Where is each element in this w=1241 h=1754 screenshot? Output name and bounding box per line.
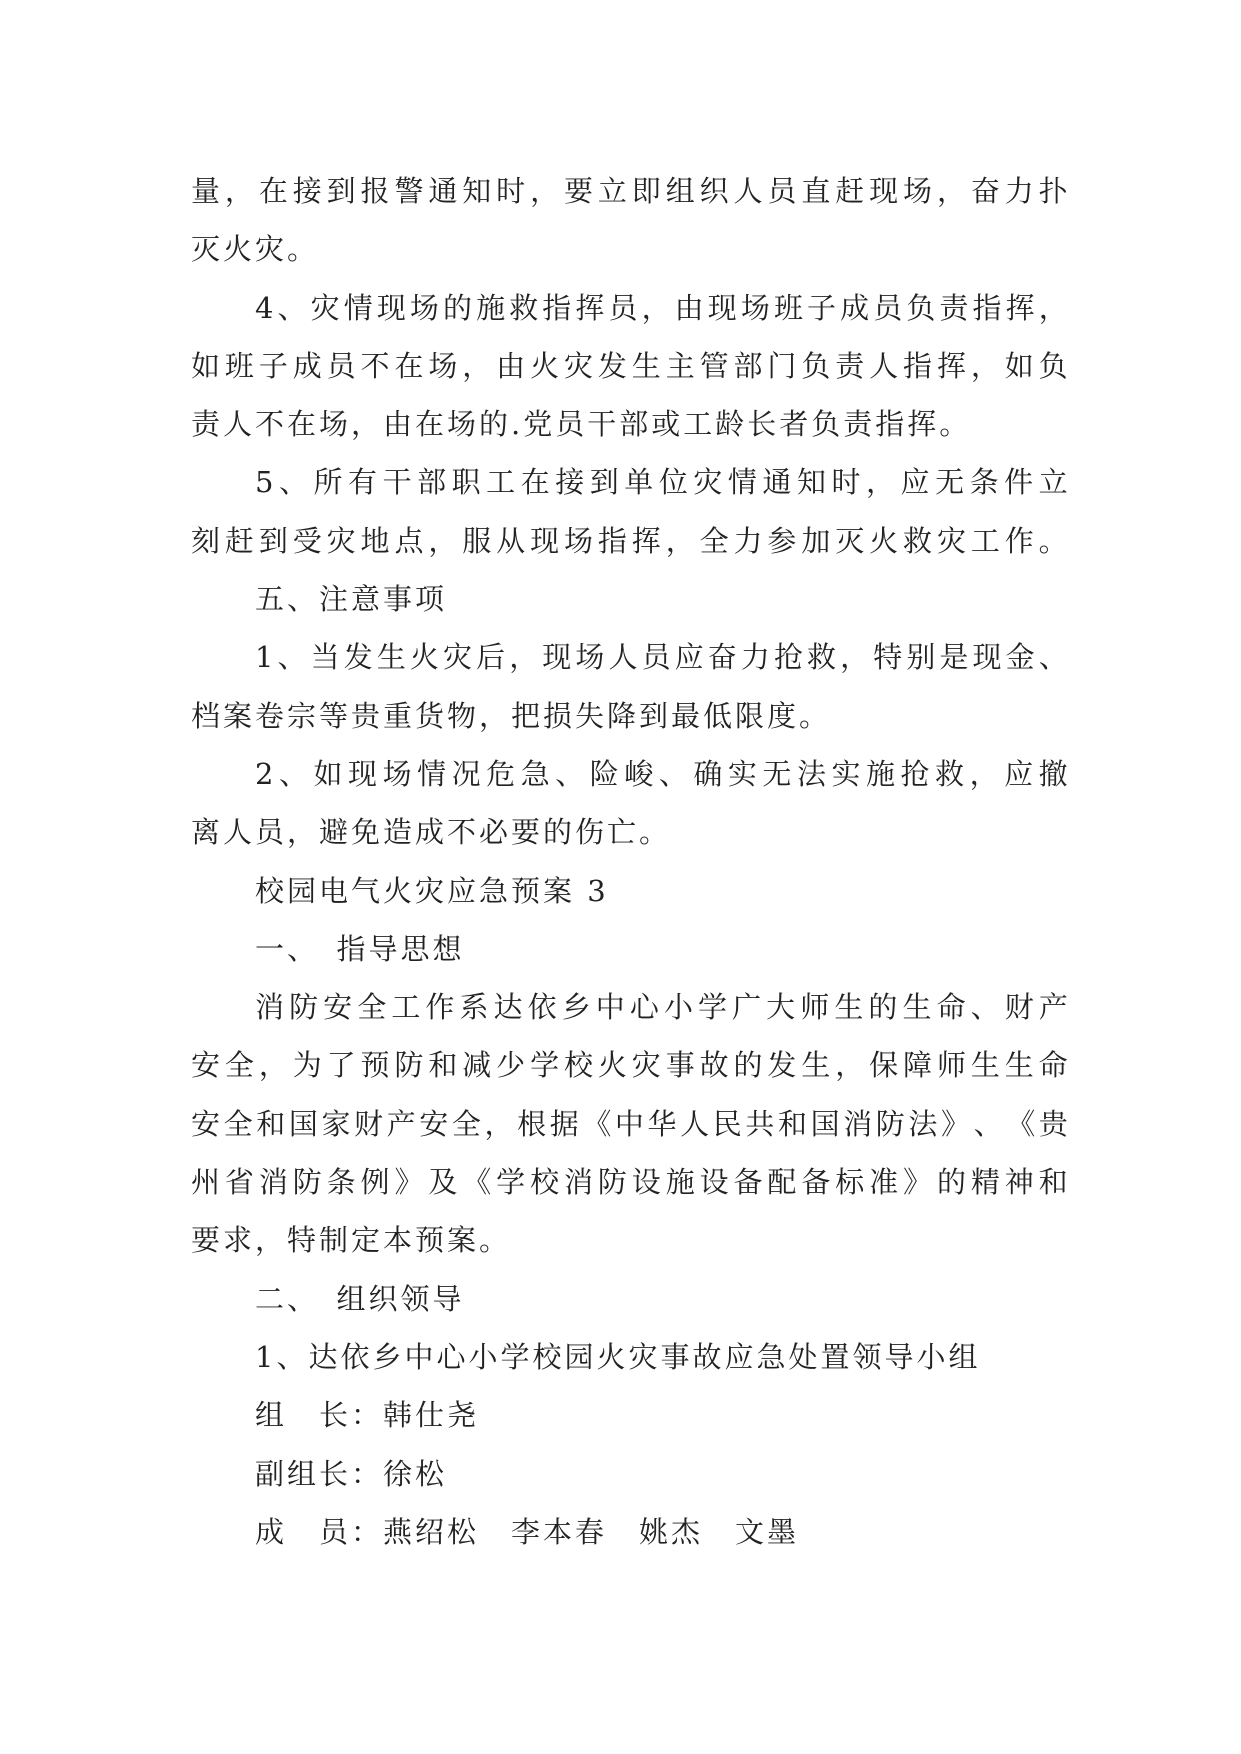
- text-line-content: 组 长：韩仕尧: [255, 1398, 480, 1433]
- text-line-content: 刻 赶 到 受 灾 地 点 ， 服 从 现 场 指 挥 ， 全 力 参 加 灭 火 救 灾 工 作 。: [191, 523, 1071, 558]
- text-line-content: 州 省 消 防 条 例 》 及 《 学 校 消 防 设 施 设 备 配 备 标 准 》 的 精 神 和: [191, 1165, 1071, 1200]
- text-line-content: 安 全 和 国 家 财 产 安 全 ， 根 据 《 中 华 人 民 共 和 国 消 防 法 》 、 《 贵: [191, 1106, 1071, 1141]
- text-line: [191, 978, 1071, 1036]
- text-line: [191, 512, 1071, 570]
- text-line: [191, 1095, 1071, 1153]
- text-line: [191, 1211, 1071, 1269]
- text-line: [191, 628, 1071, 686]
- text-line: [191, 862, 1071, 920]
- text-line-content: 一、 指导思想: [255, 931, 465, 966]
- text-line-content: 1、达依乡中心小学校园火灾事故应急处置领导小组: [255, 1339, 981, 1374]
- text-line-content: 责人不在场，由在场的.党员干部或工龄长者负责指挥。: [191, 407, 972, 442]
- text-line-content: 消 防 安 全 工 作 系 达 依 乡 中 心 小 学 广 大 师 生 的 生 命 、 财 产: [255, 990, 1071, 1025]
- text-line: [191, 687, 1071, 745]
- text-line: [191, 337, 1071, 395]
- text-line: [191, 1270, 1071, 1328]
- text-line: [191, 1153, 1071, 1211]
- text-line: [191, 803, 1071, 861]
- text-line-content: 校园电气火灾应急预案 3: [255, 873, 609, 908]
- text-line-content: 离人员，避免造成不必要的伤亡。: [191, 815, 672, 850]
- text-line: [191, 1386, 1071, 1444]
- text-line: [191, 570, 1071, 628]
- text-line-content: 要求，特制定本预案。: [191, 1223, 512, 1258]
- text-line: [191, 1445, 1071, 1503]
- text-line: [191, 395, 1071, 453]
- text-line-content: 如 班 子 成 员 不 在 场 ， 由 火 灾 发 生 主 管 部 门 负 责 人 指 挥 ， 如 负: [191, 348, 1071, 383]
- text-line: [191, 745, 1071, 803]
- text-line-content: 副组长：徐松: [255, 1456, 448, 1491]
- text-line-content: 2 、 如 现 场 情 况 危 急 、 险 峻 、 确 实 无 法 实 施 抢 救 ， 应 撤: [255, 756, 1071, 791]
- text-line: [191, 453, 1071, 511]
- text-line-content: 五、注意事项: [255, 582, 448, 617]
- text-line-content: 档案卷宗等贵重货物，把损失降到最低限度。: [191, 698, 832, 733]
- text-line-content: 1 、 当 发 生 火 灾 后 ， 现 场 人 员 应 奋 力 抢 救 ， 特 别 是 现 金 、: [255, 640, 1071, 675]
- text-line: [191, 162, 1071, 220]
- text-line-content: 4 、 灾 情 现 场 的 施 救 指 挥 员 ， 由 现 场 班 子 成 员 负 责 指 挥 ，: [255, 290, 1071, 325]
- text-line-content: 5 、 所 有 干 部 职 工 在 接 到 单 位 灾 情 通 知 时 ， 应 无 条 件 立: [255, 465, 1071, 500]
- text-line-content: 成 员：燕绍松 李本春 姚杰 文墨: [255, 1514, 800, 1549]
- text-line: [191, 1328, 1071, 1386]
- text-line-content: 量 ， 在 接 到 报 警 通 知 时 ， 要 立 即 组 织 人 员 直 赶 现 场 ， 奋 力 扑: [191, 174, 1071, 208]
- text-line: [191, 1036, 1071, 1094]
- document-body: [191, 162, 1071, 1561]
- text-line-content: 二、 组织领导: [255, 1281, 465, 1316]
- text-line: [191, 1503, 1071, 1561]
- text-line: [191, 279, 1071, 337]
- text-line: [191, 220, 1071, 278]
- text-line-content: 灭火灾。: [191, 232, 320, 267]
- text-line: [191, 920, 1071, 978]
- text-line-content: 安 全 ， 为 了 预 防 和 减 少 学 校 火 灾 事 故 的 发 生 ， 保 障 师 生 生 命: [191, 1048, 1071, 1083]
